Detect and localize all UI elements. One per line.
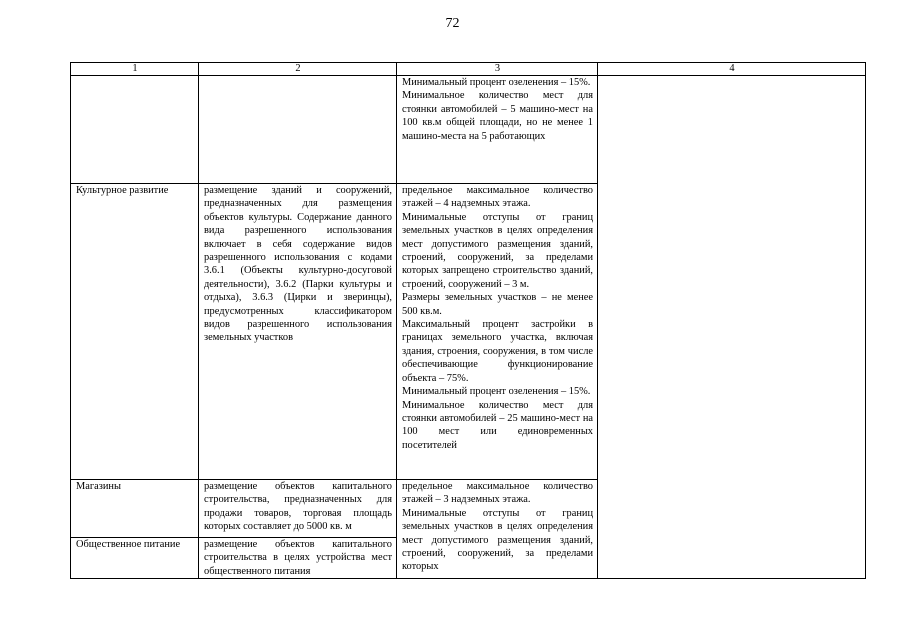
use-type-cell: Общественное питание (71, 538, 199, 579)
parameter-text: Минимальное количество мест для стоянки автомобилей – 25 машино-мест на 100 мест или единовременных посетителей (402, 399, 593, 451)
parameters-cell (397, 184, 598, 480)
parameters-cell (397, 480, 598, 579)
zoning-table (70, 62, 866, 579)
use-description-cell (199, 76, 397, 184)
use-type-cell: Магазины (71, 480, 199, 538)
parameter-text: Минимальные отступы от границ земельных участков в целях определения мест допустимого размещения зданий, строений, сооружений, за пределами которых (402, 507, 593, 573)
parameter-text: Минимальный процент озеленения – 15%. (402, 77, 591, 88)
use-type-cell (71, 76, 199, 184)
notes-cell (598, 76, 866, 579)
parameters-cell (397, 76, 598, 184)
use-description-cell: размещение объектов капитального строительства в целях устройства мест общественного питания (199, 538, 397, 579)
use-type-cell: Культурное развитие (71, 184, 199, 480)
parameter-text: предельное максимальное количество этажей – 4 надземных этажа. (402, 185, 593, 210)
table-header-row (71, 63, 866, 76)
parameter-text: Размеры земельных участков – не менее 500 кв.м. (402, 292, 593, 317)
table-row (71, 76, 866, 184)
column-header-1: 1 (71, 63, 199, 76)
parameter-text: предельное максимальное количество этажей – 3 надземных этажа. (402, 481, 593, 506)
column-header-4: 4 (598, 63, 866, 76)
use-description-cell: размещение объектов капитального строительства, предназначенных для продажи товаров, торговая площадь которых составляет до 5000 кв. м (199, 480, 397, 538)
column-header-2: 2 (199, 63, 397, 76)
use-description-cell: размещение зданий и сооружений, предназначенных для размещения объектов культуры. Содержание данного вида разрешенного использования включает в себя содержание видов разрешенного использования с кодами 3.6.1 (Объекты культурно-досуговой деятельности), 3.6.2 (Парки культуры и отдыха), 3.6.3 (Цирки и зверинцы), предусмотренных классификатором видов разрешенного использования земельных участков (199, 184, 397, 480)
parameter-text: Минимальные отступы от границ земельных участков в целях определения мест допустимого размещения зданий, строений, сооружений, за пределами которых запрещено строительство зданий, строений, сооружений – 3 м. (402, 211, 593, 290)
parameter-text: Максимальный процент застройки в границах земельного участка, включая здания, строения, сооружения, в том числе обеспечивающие функционирование объекта – 75%. (402, 319, 593, 384)
parameter-text: Минимальный процент озеленения – 15%. (402, 386, 591, 398)
parameter-text: Минимальное количество мест для стоянки автомобилей – 5 машино-мест на 100 кв.м общей площади, но не менее 1 машино-места на 5 работающих (402, 90, 593, 142)
column-header-3: 3 (397, 63, 598, 76)
page-number: 72 (445, 16, 460, 31)
